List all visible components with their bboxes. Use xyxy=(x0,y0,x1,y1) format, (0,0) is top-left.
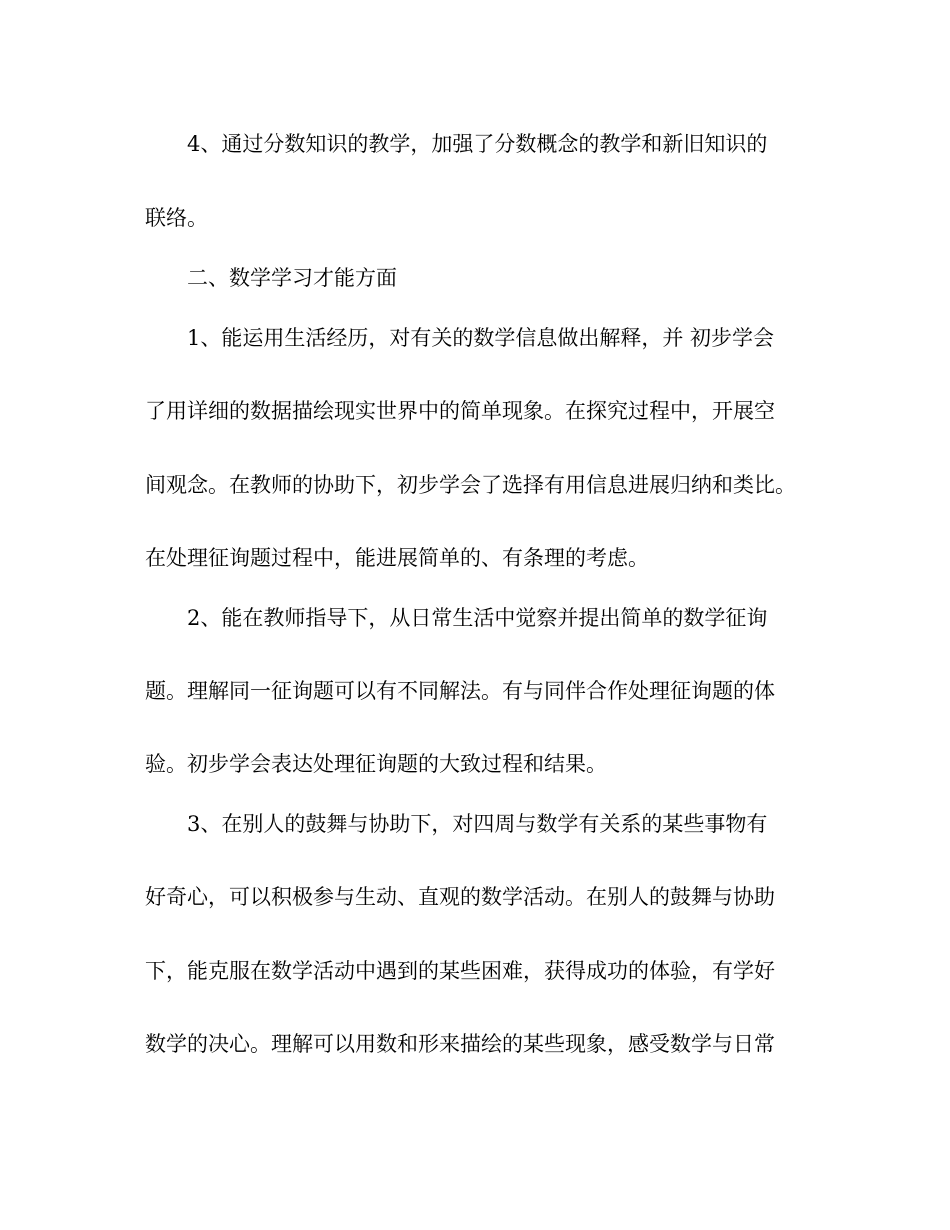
paragraph-line: 好奇心，可以积极参与生动、直观的数学活动。在别人的鼓舞与协助 xyxy=(145,885,775,909)
paragraph-line: 了用详细的数据描绘现实世界中的简单现象。在探究过程中，开展空 xyxy=(145,399,775,423)
section-heading: 二、数学学习才能方面 xyxy=(187,266,397,290)
paragraph-line: 间观念。在教师的协助下，初步学会了选择有用信息进展归纳和类比。 xyxy=(145,473,796,497)
paragraph-line: 验。初步学会表达处理征询题的大致过程和结果。 xyxy=(145,752,607,776)
paragraph-line: 3、在别人的鼓舞与协助下，对四周与数学有关系的某些事物有 xyxy=(187,812,768,836)
paragraph-line: 数学的决心。理解可以用数和形来描绘的某些现象，感受数学与日常 xyxy=(145,1032,775,1056)
paragraph-line: 题。理解同一征询题可以有不同解法。有与同伴合作处理征询题的体 xyxy=(145,679,775,703)
paragraph-line: 在处理征询题过程中，能进展简单的、有条理的考虑。 xyxy=(145,546,649,570)
paragraph-line: 1、能运用生活经历，对有关的数学信息做出解释，并 初步学会 xyxy=(187,326,775,350)
paragraph-line: 2、能在教师指导下，从日常生活中觉察并提出简单的数学征询 xyxy=(187,606,768,630)
paragraph-line: 联络。 xyxy=(145,206,208,230)
paragraph-line: 4、通过分数知识的教学，加强了分数概念的教学和新旧知识的 xyxy=(187,132,768,156)
paragraph-line: 下，能克服在数学活动中遇到的某些困难，获得成功的体验，有学好 xyxy=(145,959,775,983)
